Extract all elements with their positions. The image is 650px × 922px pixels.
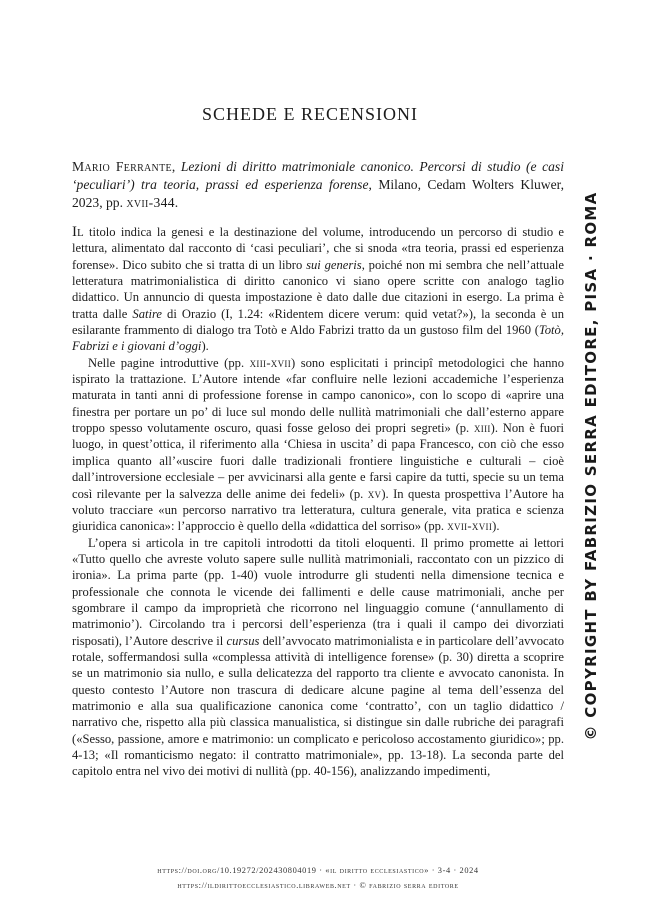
footer-website: https://ildirittoecclesiastico.libraweb.net · © fabrizio serra editore	[177, 881, 459, 890]
text-run: ). In questa prospettiva l’Autore ha voluto tracciare «un percorso narrativo tra letteratura, cultura generale, vita pratica e scienza giuridica canonica»: l’approccio è quello della «didattica del sorriso» (pp.	[72, 486, 565, 534]
book-citation	[72, 158, 564, 212]
body-paragraph	[72, 355, 564, 535]
italic-text: Satire	[132, 306, 163, 321]
citation-separator: ,	[171, 159, 181, 174]
roman-numeral-text: xvii-xvii	[447, 519, 493, 534]
citation-publisher: , Milano, Cedam Wolters Kluwer, 2023, pp.	[72, 177, 564, 210]
footer-doi: https://doi.org/10.19272/202430804019 · «il diritto ecclesiastico» · 3-4 · 2024	[157, 866, 479, 875]
citation-author: Mario Ferrante	[72, 159, 172, 174]
text-run: , poiché non mi sembra che nell’attuale letteratura matrimonialistica di diritto canonico vi siano opere scritte con analogo taglio didattico. Un annuncio di questa impostazione è dato dalle due citazioni in esergo. La prima è tratta dalle	[72, 257, 564, 321]
roman-numeral-text: xiii	[473, 421, 491, 436]
citation-title: Lezioni di diritto matrimoniale canonico. Percorsi di studio (e casi ‘peculiari’) tra teoria, prassi ed esperienza forense	[72, 159, 564, 192]
italic-text: sui generis	[306, 257, 362, 272]
roman-numeral-text: xv	[367, 486, 382, 501]
body-paragraph	[72, 535, 564, 780]
citation-pages: xvii-344	[126, 195, 175, 210]
text-run: titolo indica la genesi e la destinazione del volume, introducendo un percorso di studio e lettura, alimentato dal racconto di ‘casi peculiari’, che si snoda «tra teoria, prassi ed esperienza forense». Dico subito che si tratta di un libro	[72, 225, 564, 272]
text-run: dell’avvocato matrimonialista e in particolare dell’avvocato rotale, soffermandosi sulla «complessa attività di intelligence forense» (p. 30) diretta a scoprire se un matrimonio sia nullo, e sulla delicatezza del rapporto tra cliente e avvocato canonista. In questo contesto l’Autore non trascura di dedicare alcune pagine al tema dell’essenza del matrimonio e alla sua qualificazione canonica come ‘contratto’, con un taglio didattico / narrativo che, rispetto alla più classica manualistica, si distingue sin dalle rubriche dei paragrafi («Sesso, passione, amore e matrimonio: un complicato e pericoloso accostamento giuridico»; pp. 4-13; «Il romanticismo negato: il contratto matrimoniale», pp. 13-18). La seconda parte del capitolo entra nel vivo dei motivi di nullità (pp. 40-156), analizzando impedimenti,	[72, 633, 564, 779]
text-run: Nelle pagine introduttive (pp.	[88, 355, 250, 370]
copyright-text: © COPYRIGHT BY FABRIZIO SERRA EDITORE, PISA · ROMA	[582, 191, 600, 741]
copyright-notice	[579, 191, 603, 741]
body-paragraph	[72, 224, 564, 355]
page-title: SCHEDE E RECENSIONI	[202, 104, 418, 124]
citation-end: .	[174, 195, 179, 210]
text-run: ) sono esplicitati i principî metodologici che hanno ispirato la trattazione. L’Autore intende «far confluire nelle lezioni accademiche l’esperienza maturata in tanti anni di professione forense in campo canonico», con lo scopo di «aprire una finestra per portare un po’ di luce sul mondo delle nullità matrimoniali che dall’esterno appare troppo spesso volutamente oscuro, quasi fosse geloso dei propri segreti» (p.	[72, 355, 564, 436]
text-run: ).	[201, 339, 209, 354]
roman-numeral-text: xiii-xvii	[249, 355, 292, 370]
review-body	[72, 224, 564, 780]
text-run: ).	[492, 519, 500, 534]
drop-cap-word: Il	[72, 224, 84, 240]
italic-text: cursus	[226, 633, 260, 648]
text-run: di Orazio (I, 1.24: «Ridentem dicere verum: quid vetat?»), la seconda è un esilarante frammento di dialogo tra Totò e Aldo Fabrizi tratto da un gustoso film del 1960 (	[72, 306, 564, 338]
text-run: L’opera si articola in tre capitoli introdotti da titoli eloquenti. Il primo promette ai lettori «Tutto quello che avreste voluto sapere sulle nullità matrimoniali, raccontato con un pizzico di ironia». La prima parte (pp. 1-40) vuole introdurre gli studenti nella dimensione tecnica e professionale che connota le vicende dei fallimenti e delle cause matrimoniali, anche per sgombrare il campo da improprietà che ricorrono nel linguaggio comune (‘annullamento di matrimonio’). Circolando tra i percorsi dell’esperienza (tra i quali il campo dei divorziati risposati), l’Autore descrive il	[72, 535, 564, 648]
text-run: ). Non è fuori luogo, in quest’ottica, il riferimento alla ‘Chiesa in uscita’ di papa Francesco, con ciò che esso implica quanto all’«uscire fuori dalle tradizionali frontiere linguistiche e culturali – cioè dall’introversione ecclesiale – per avvicinarsi alla gente e farsi capire da tutti, specie su un tema così rilevante per la salvezza delle anime dei fedeli» (p.	[72, 421, 565, 501]
italic-text: Totò, Fabrizi e i giovani d’oggi	[72, 323, 564, 354]
